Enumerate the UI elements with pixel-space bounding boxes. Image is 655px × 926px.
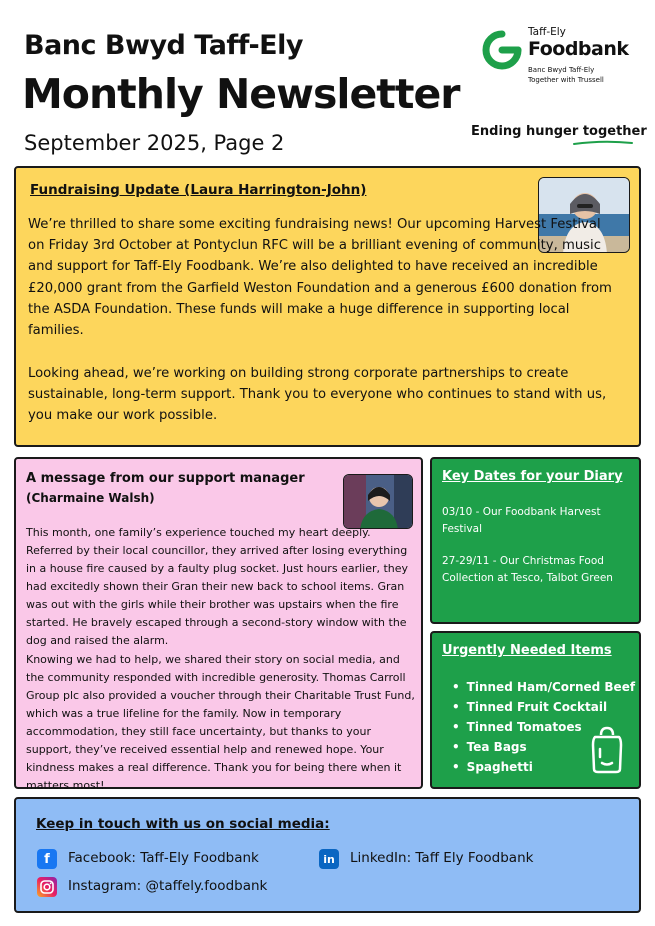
linkedin-icon[interactable]: in bbox=[319, 849, 339, 869]
support-manager-section bbox=[14, 457, 423, 792]
foodbank-logo-icon bbox=[482, 30, 522, 70]
key-date-item: 27-29/11 - Our Christmas Food Collection at Tesco, Talbot Green bbox=[442, 555, 613, 584]
logo-network: Together with Trussell bbox=[528, 76, 604, 84]
needed-item: • Tinned Fruit Cocktail bbox=[452, 697, 635, 717]
needed-items-heading: Urgently Needed Items bbox=[442, 643, 612, 658]
key-dates-section bbox=[430, 457, 641, 624]
needed-item: • Spaghetti bbox=[452, 757, 635, 777]
fundraising-paragraph-1: We’re thrilled to share some exciting fundraising news! Our upcoming Harvest Festival on Friday 3rd October at Pontyclun RFC will be a brilliant evening of community, music and support for Taff-Ely Foodbank. We’re also delighted to have received an incredible £20,000 grant from the Garfield Weston Foundation and a generous £600 donation from the ASDA Foundation. These funds will make a huge difference in supporting local families. bbox=[28, 217, 612, 339]
facebook-link[interactable]: Facebook: Taff-Ely Foodbank bbox=[68, 850, 259, 866]
social-heading: Keep in touch with us on social media: bbox=[36, 816, 330, 832]
needed-item: • Tinned Tomatoes bbox=[452, 717, 635, 737]
newsletter-title: Monthly Newsletter bbox=[22, 70, 460, 118]
portrait-photo-icon bbox=[344, 475, 413, 529]
key-date-item: 03/10 - Our Foodbank Harvest Festival bbox=[442, 506, 601, 535]
manager-paragraph-2: Knowing we had to help, we shared their story on social media, and the community responded with incredible generosity. Thomas Carroll Group plc also provided a voucher through their Charitable Trust Fund, which was a true lifeline for the family. Now in temporary accommodation, they still face uncertainty, but thanks to your support, they’ve received essential help and renewed hope. Your kindness makes a real difference. Thank you for being there when it matters most! bbox=[26, 653, 415, 792]
issue-date: September 2025, Page 2 bbox=[24, 131, 285, 155]
logo-welsh-name: Banc Bwyd Taff-Ely bbox=[528, 66, 595, 74]
foodbank-logo bbox=[482, 26, 642, 90]
tagline bbox=[471, 124, 647, 139]
needed-item: • Tea Bags bbox=[452, 737, 635, 757]
manager-name: (Charmaine Walsh) bbox=[26, 491, 155, 505]
manager-heading: A message from our support manager bbox=[26, 471, 305, 486]
instagram-link[interactable]: Instagram: @taffely.foodbank bbox=[68, 878, 268, 894]
logo-area-name: Taff-Ely bbox=[528, 26, 566, 38]
charmaine-photo bbox=[343, 474, 413, 529]
linkedin-link[interactable]: LinkedIn: Taff Ely Foodbank bbox=[350, 850, 534, 866]
fundraising-paragraph-2: Looking ahead, we’re working on building strong corporate partnerships to create sustainable, long-term support. Thank you to everyone who continues to stand with us, you make our work possible. bbox=[28, 366, 607, 424]
manager-paragraph-1: This month, one family’s experience touched my heart deeply. Referred by their local councillor, they arrived after losing everything in a house fire caused by a faulty plug socket. Just hours earlier, they had excitedly shown their Gran their new back to school items. Gran was out with the girls while their brother was upstairs when the fire started. He bravely escaped through a second-story window with the dog and raised the alarm. bbox=[26, 526, 409, 647]
tagline-underline-swoosh bbox=[573, 140, 633, 146]
fundraising-heading: Fundraising Update (Laura Harrington-John) bbox=[30, 182, 367, 198]
shopping-bag-icon bbox=[588, 725, 626, 775]
facebook-icon[interactable]: f bbox=[37, 849, 57, 869]
key-dates-heading: Key Dates for your Diary bbox=[442, 469, 623, 484]
social-media-section bbox=[14, 797, 641, 913]
logo-wordmark: Foodbank bbox=[528, 38, 629, 60]
urgently-needed-section bbox=[430, 631, 641, 789]
instagram-icon[interactable] bbox=[37, 877, 57, 897]
fundraising-update-section bbox=[14, 166, 641, 447]
newsletter-header bbox=[0, 0, 655, 165]
needed-item: • Tinned Ham/Corned Beef bbox=[452, 677, 635, 697]
tagline-emphasis: together bbox=[582, 124, 647, 139]
organisation-name: Banc Bwyd Taff-Ely bbox=[24, 30, 303, 61]
tagline-prefix: Ending hunger bbox=[471, 124, 583, 139]
